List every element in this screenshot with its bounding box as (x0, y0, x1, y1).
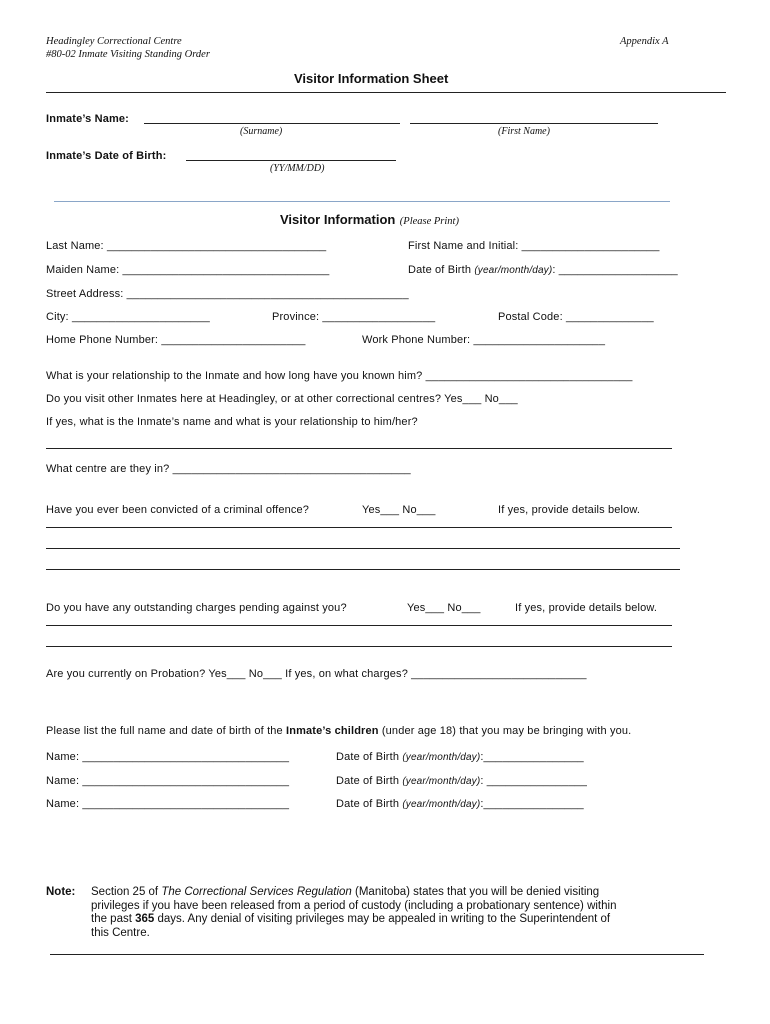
child-dob-format-3: (year/month/day) (402, 799, 481, 810)
visitor-dob-prefix: Date of Birth (408, 264, 472, 276)
inmate-first-name-line[interactable] (410, 123, 658, 124)
note-days: 365 (135, 913, 155, 925)
inmate-surname-caption: (Surname) (240, 126, 283, 137)
inmate-dob-label: Inmate’s Date of Birth: (46, 150, 167, 162)
visitor-info-heading-note: (Please Print) (399, 216, 459, 227)
child-dob-format-1: (year/month/day) (402, 752, 481, 763)
inmate-dob-caption: (YY/MM/DD) (270, 163, 325, 174)
child-dob-field-3[interactable] (336, 798, 584, 810)
charges-details-line-1[interactable] (46, 625, 672, 626)
note-regulation-title: The Correctional Services Regulation (161, 886, 352, 898)
visitor-info-heading (280, 211, 459, 229)
postal-code-field[interactable]: Postal Code: ______________ (498, 311, 654, 323)
other-inmates-question[interactable]: Do you visit other Inmates here at Headingley, or at other correctional centres? Yes___ No___ (46, 393, 518, 405)
children-intro (46, 725, 631, 737)
convicted-details-line-1[interactable] (46, 527, 672, 528)
child-name-field-1[interactable]: Name: _________________________________ (46, 751, 290, 763)
note-line-3-pre: the past (91, 913, 136, 925)
children-intro-bold: Inmate’s children (286, 725, 379, 737)
note-line-1-post: (Manitoba) states that you will be denied visiting (351, 886, 600, 898)
work-phone-field[interactable]: Work Phone Number: _____________________ (362, 334, 606, 346)
child-dob-format-2: (year/month/day) (402, 776, 481, 787)
page-title: Visitor Information Sheet (294, 71, 449, 86)
child-dob-label-3: Date of Birth (336, 798, 400, 810)
convicted-details-line-3[interactable] (46, 569, 680, 570)
maiden-name-field[interactable]: Maiden Name: _________________________________ (46, 264, 330, 276)
street-address-field[interactable]: Street Address: _____________________________________________ (46, 288, 409, 300)
inmate-name-label: Inmate’s Name: (46, 113, 129, 125)
note-label: Note: (46, 886, 76, 898)
child-dob-blank-1: :________________ (480, 751, 584, 763)
section-divider (54, 201, 670, 202)
child-name-field-3[interactable]: Name: _________________________________ (46, 798, 290, 810)
convicted-yes-no[interactable]: Yes___ No___ (362, 504, 436, 516)
child-dob-blank-2: : ________________ (480, 775, 588, 787)
home-phone-field[interactable]: Home Phone Number: _______________________ (46, 334, 306, 346)
what-centre-question[interactable]: What centre are they in? ______________________________________ (46, 463, 411, 475)
relationship-question[interactable]: What is your relationship to the Inmate and how long have you known him? _________________________________ (46, 370, 633, 382)
probation-question[interactable]: Are you currently on Probation? Yes___ No___ If yes, on what charges? ____________________________ (46, 668, 587, 680)
note-line-4: this Centre. (91, 926, 150, 939)
convicted-details-line-2[interactable] (46, 548, 680, 549)
last-name-field[interactable]: Last Name: ___________________________________ (46, 240, 327, 252)
note-line-1-pre: Section 25 of (91, 886, 162, 898)
inmate-surname-line[interactable] (144, 123, 400, 124)
city-field[interactable]: City: ______________________ (46, 311, 210, 323)
bottom-rule (50, 954, 704, 955)
note-line-3 (91, 913, 616, 927)
child-dob-blank-3: :________________ (480, 798, 584, 810)
visitor-info-heading-text: Visitor Information (280, 212, 396, 227)
child-dob-label-1: Date of Birth (336, 751, 400, 763)
title-rule (46, 92, 726, 93)
visitor-dob-blank: : ___________________ (552, 264, 678, 276)
child-name-field-2[interactable]: Name: _________________________________ (46, 775, 290, 787)
header-centre-name: Headingley Correctional Centre (46, 36, 182, 47)
header-appendix: Appendix A (620, 36, 669, 47)
first-name-initial-field[interactable]: First Name and Initial: ______________________ (408, 240, 660, 252)
children-intro-pre: Please list the full name and date of birth of the (46, 725, 287, 737)
note-text (91, 886, 616, 940)
other-inmate-answer-line[interactable] (46, 448, 672, 449)
province-field[interactable]: Province: __________________ (272, 311, 436, 323)
charges-details-line-2[interactable] (46, 646, 672, 647)
note-line-1 (91, 886, 616, 900)
other-inmate-name-question: If yes, what is the Inmate’s name and what is your relationship to him/her? (46, 416, 418, 428)
children-intro-post: (under age 18) that you may be bringing with you. (378, 725, 632, 737)
inmate-dob-line[interactable] (186, 160, 396, 161)
note-line-3-post: days. Any denial of visiting privileges may be appealed in writing to the Superintendent of (154, 913, 611, 925)
convicted-details-note: If yes, provide details below. (498, 504, 641, 516)
charges-question: Do you have any outstanding charges pending against you? (46, 602, 347, 614)
visitor-dob-field[interactable] (408, 264, 678, 276)
child-dob-field-1[interactable] (336, 751, 584, 763)
convicted-question: Have you ever been convicted of a criminal offence? (46, 504, 310, 516)
header-order-number: #80-02 Inmate Visiting Standing Order (46, 49, 210, 60)
child-dob-field-2[interactable] (336, 775, 587, 787)
charges-details-note: If yes, provide details below. (515, 602, 658, 614)
charges-yes-no[interactable]: Yes___ No___ (407, 602, 481, 614)
note-line-2: privileges if you have been released from a period of custody (including a probationary sentence) within (91, 899, 617, 912)
visitor-dob-format: (year/month/day) (474, 265, 553, 276)
child-dob-label-2: Date of Birth (336, 775, 400, 787)
inmate-first-name-caption: (First Name) (498, 126, 550, 137)
